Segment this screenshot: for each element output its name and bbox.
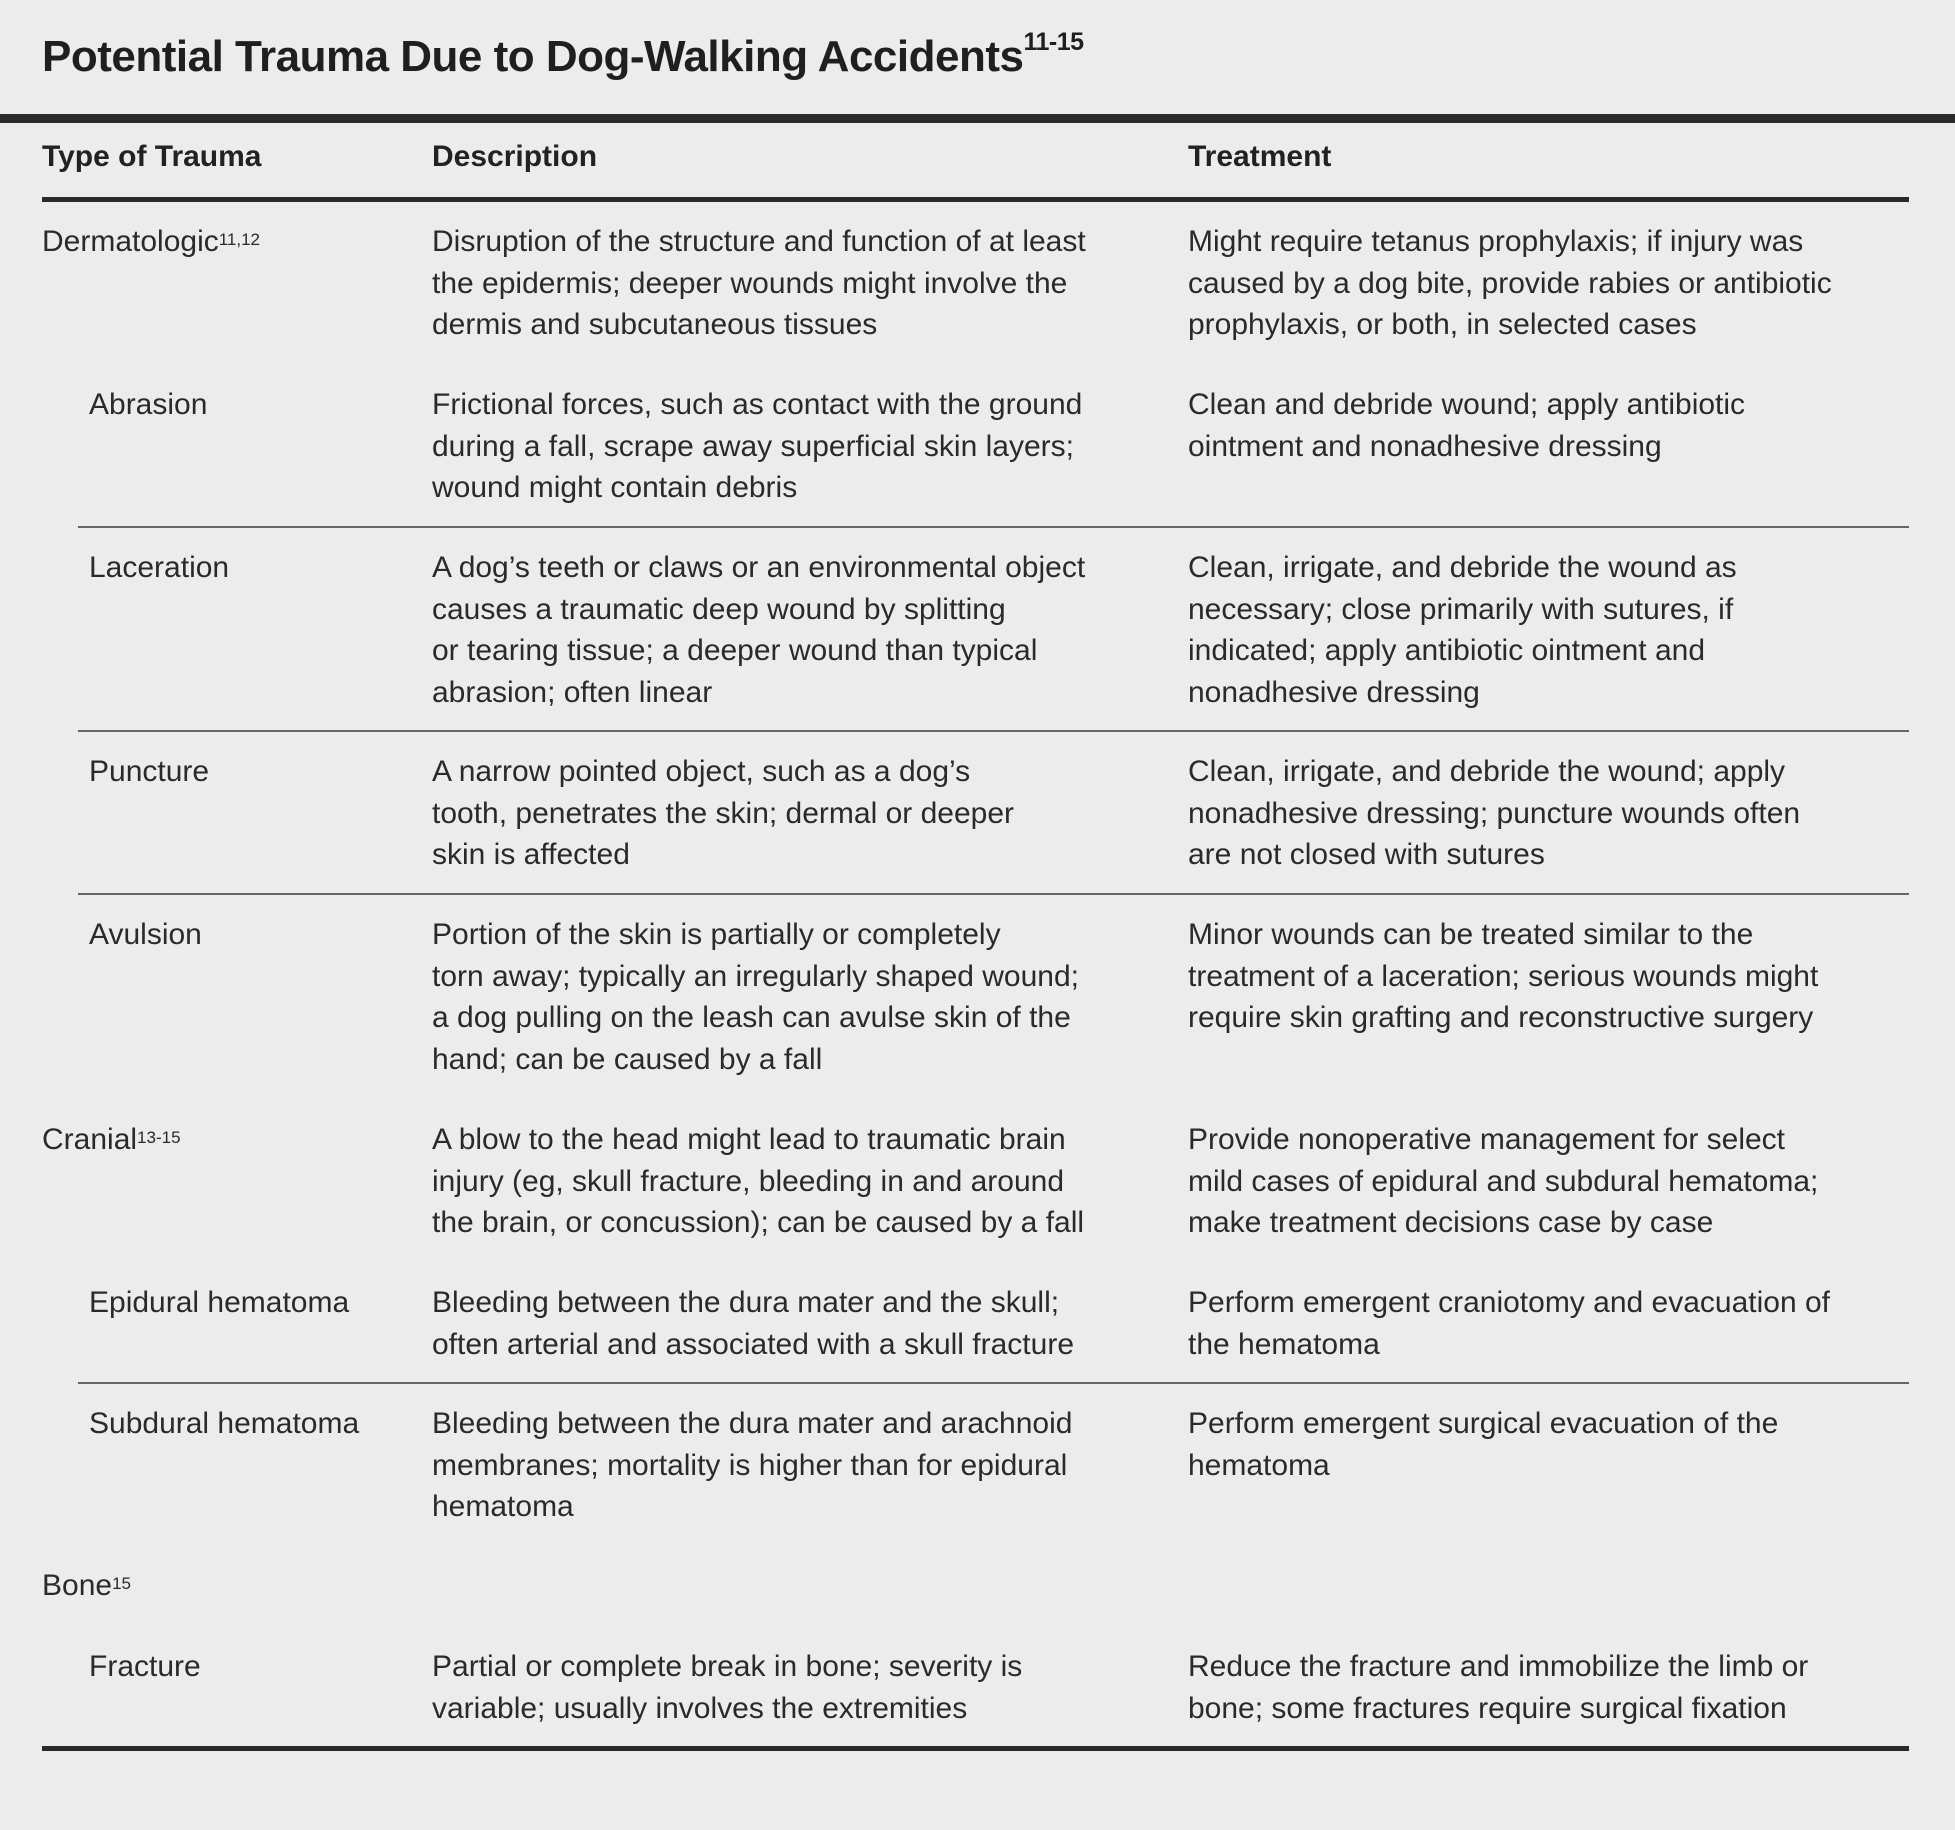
- row-treatment-puncture: Clean, irrigate, and debride the wound; apply nonadhesive dressing; puncture wounds often are not closed with sutures: [1188, 755, 1801, 871]
- row-divider: [78, 1382, 1909, 1384]
- row-type-cranial: Cranial$^{13-15}$: [42, 1123, 181, 1156]
- table-title: Potential Trauma Due to Dog-Walking Accidents$^{11-15}$: [42, 28, 1084, 81]
- row-divider: [78, 893, 1909, 895]
- row-description-puncture: A narrow pointed object, such as a dog’s tooth, penetrates the skin; dermal or deeper skin is affected: [432, 755, 1015, 871]
- row-description-cranial: A blow to the head might lead to traumatic brain injury (eg, skull fracture, bleeding in and around the brain, or concussion); can be caused by a fall: [432, 1123, 1085, 1239]
- row-type-fracture: Fracture: [89, 1650, 201, 1683]
- header-description: Description: [432, 140, 598, 173]
- row-divider: [78, 730, 1909, 732]
- row-description-laceration: A dog’s teeth or claws or an environmental object causes a traumatic deep wound by splitting or tearing tissue; a deeper wound than typical abrasion; often linear: [432, 551, 1086, 709]
- row-type-subdural-hematoma: Subdural hematoma: [89, 1407, 360, 1440]
- row-type-puncture: Puncture: [89, 755, 210, 788]
- row-divider: [78, 526, 1909, 528]
- row-treatment-subdural-hematoma: Perform emergent surgical evacuation of the hematoma: [1188, 1407, 1779, 1482]
- row-type-bone: Bone$^{15}$: [42, 1569, 131, 1602]
- row-description-epidural-hematoma: Bleeding between the dura mater and the skull; often arterial and associated with a skull fracture: [432, 1286, 1074, 1361]
- row-description-dermatologic: Disruption of the structure and function of at least the epidermis; deeper wounds might involve the dermis and subcutaneous tissues: [432, 225, 1086, 341]
- header-treatment: Treatment: [1188, 140, 1332, 173]
- row-description-abrasion: Frictional forces, such as contact with the ground during a fall, scrape away superficial skin layers; wound might contain debris: [432, 388, 1083, 504]
- row-treatment-fracture: Reduce the fracture and immobilize the limb or bone; some fractures require surgical fixation: [1188, 1650, 1809, 1725]
- row-description-subdural-hematoma: Bleeding between the dura mater and arachnoid membranes; mortality is higher than for epidural hematoma: [432, 1407, 1073, 1523]
- bottom-rule: [42, 1746, 1909, 1751]
- row-type-epidural-hematoma: Epidural hematoma: [89, 1286, 350, 1319]
- row-description-fracture: Partial or complete break in bone; severity is variable; usually involves the extremities: [432, 1650, 1023, 1725]
- top-rule: [0, 114, 1955, 123]
- row-treatment-abrasion: Clean and debride wound; apply antibiotic ointment and nonadhesive dressing: [1188, 388, 1746, 463]
- header-rule: [42, 197, 1909, 202]
- header-type: Type of Trauma: [42, 140, 262, 173]
- row-treatment-epidural-hematoma: Perform emergent craniotomy and evacuation of the hematoma: [1188, 1286, 1830, 1361]
- row-type-abrasion: Abrasion: [89, 388, 208, 421]
- row-treatment-dermatologic: Might require tetanus prophylaxis; if injury was caused by a dog bite, provide rabies or antibiotic prophylaxis, or both, in selected cases: [1188, 225, 1832, 341]
- row-type-dermatologic: Dermatologic$^{11,12}$: [42, 225, 261, 258]
- row-type-laceration: Laceration: [89, 551, 230, 584]
- row-treatment-laceration: Clean, irrigate, and debride the wound as necessary; close primarily with sutures, if indicated; apply antibiotic ointment and nonadhesive dressing: [1188, 551, 1737, 709]
- title-citation: 11-15: [1023, 28, 1084, 56]
- row-description-avulsion: Portion of the skin is partially or completely torn away; typically an irregularly shaped wound; a dog pulling on the leash can avulse skin of the hand; can be caused by a fall: [432, 918, 1080, 1076]
- row-treatment-cranial: Provide nonoperative management for select mild cases of epidural and subdural hematoma; make treatment decisions case by case: [1188, 1123, 1819, 1239]
- row-type-avulsion: Avulsion: [89, 918, 202, 951]
- row-treatment-avulsion: Minor wounds can be treated similar to the treatment of a laceration; serious wounds might require skin grafting and reconstructive surgery: [1188, 918, 1819, 1034]
